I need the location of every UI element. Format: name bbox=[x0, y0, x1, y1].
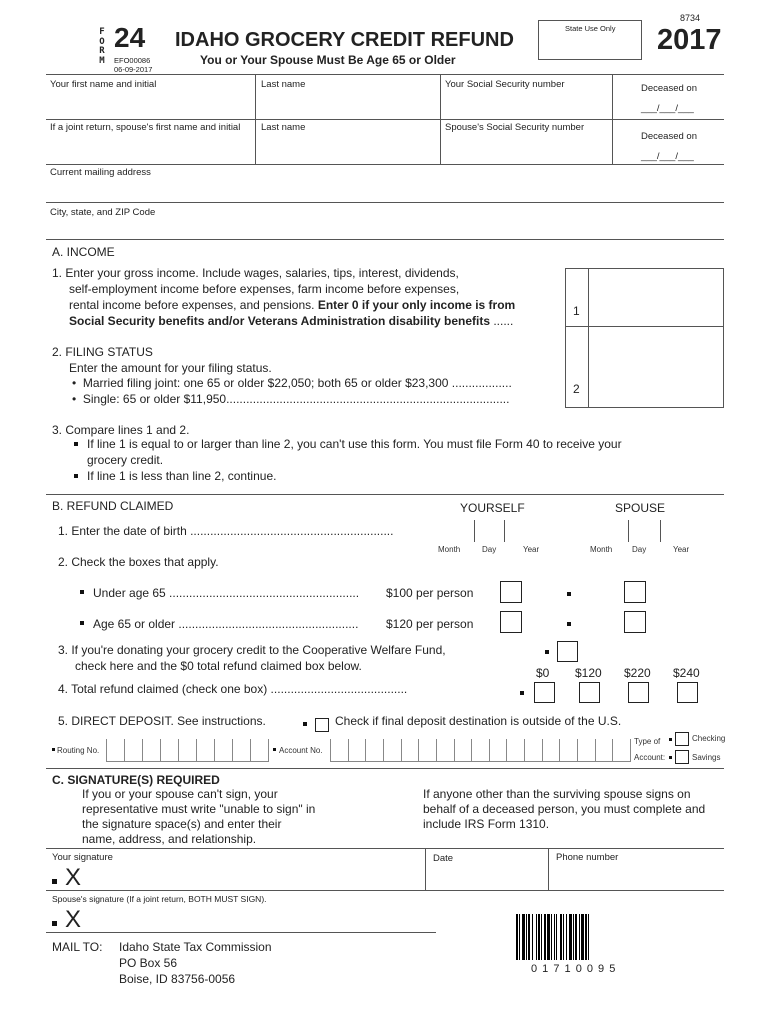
barcode-bar bbox=[516, 914, 518, 960]
digit-cell[interactable] bbox=[160, 739, 179, 761]
divider bbox=[46, 890, 724, 891]
divider bbox=[588, 268, 589, 408]
bullet bbox=[669, 738, 672, 741]
day-label: Day bbox=[632, 545, 647, 554]
yourself-label: YOURSELF bbox=[460, 501, 525, 515]
address-label: Current mailing address bbox=[50, 167, 151, 178]
mail-address-line2: PO Box 56 bbox=[119, 956, 178, 970]
barcode-bar bbox=[541, 914, 542, 960]
signature-note-right-1: If anyone other than the surviving spouse signs on bbox=[423, 787, 691, 801]
income-line1-a: 1. Enter your gross income. Include wages, salaries, tips, interest, dividends, bbox=[52, 266, 459, 280]
state-use-label: State Use Only bbox=[565, 24, 616, 33]
barcode-bar bbox=[528, 914, 530, 960]
signature-note-right-3: include IRS Form 1310. bbox=[423, 817, 550, 831]
divider bbox=[46, 202, 724, 203]
bullet bbox=[74, 442, 78, 446]
barcode-bar bbox=[547, 914, 550, 960]
spouse-first-name-label: If a joint return, spouse's first name and initial bbox=[50, 122, 241, 133]
spouse-ssn-label: Spouse's Social Security number bbox=[445, 122, 585, 133]
digit-cell[interactable] bbox=[524, 739, 543, 761]
outside-us-label: Check if final deposit destination is outside of the U.S. bbox=[335, 714, 622, 728]
digit-cell[interactable] bbox=[577, 739, 596, 761]
filing-status-married: • Married filing joint: one 65 or older $22,050; both 65 or older $23,300 .................. bbox=[72, 376, 512, 390]
compare-rule-2: If line 1 is less than line 2, continue. bbox=[87, 469, 277, 483]
bullet bbox=[567, 592, 571, 596]
signature-heading: C. SIGNATURE(S) REQUIRED bbox=[52, 773, 220, 787]
spouse-dob-input[interactable] bbox=[588, 520, 700, 542]
digit-cell[interactable] bbox=[471, 739, 490, 761]
account-type-label: Account: bbox=[634, 753, 666, 762]
spouse-last-name-label: Last name bbox=[261, 122, 306, 133]
barcode-bar bbox=[573, 914, 574, 960]
digit-cell[interactable] bbox=[418, 739, 437, 761]
signature-note-left-1: If you or your spouse can't sign, your bbox=[82, 787, 278, 801]
digit-cell[interactable] bbox=[124, 739, 143, 761]
divider bbox=[46, 768, 724, 769]
digit-cell[interactable] bbox=[106, 739, 125, 761]
yourself-under-65-checkbox[interactable] bbox=[500, 581, 522, 603]
barcode-bar bbox=[536, 914, 537, 960]
mail-to-label: MAIL TO: bbox=[52, 940, 103, 954]
total-120-checkbox[interactable] bbox=[579, 682, 600, 703]
your-signature-label: Your signature bbox=[52, 852, 113, 863]
dob-line: 1. Enter the date of birth ............................................................. bbox=[58, 524, 394, 538]
form-code: 8734 bbox=[680, 13, 701, 23]
digit-cell[interactable] bbox=[436, 739, 455, 761]
first-name-label: Your first name and initial bbox=[50, 79, 157, 90]
bullet bbox=[52, 921, 57, 926]
month-label: Month bbox=[438, 545, 461, 554]
yourself-age-65-checkbox[interactable] bbox=[500, 611, 522, 633]
checking-label: Checking bbox=[692, 734, 726, 743]
signature-x-mark: X bbox=[65, 864, 82, 891]
bullet bbox=[567, 622, 571, 626]
spouse-age-65-checkbox[interactable] bbox=[624, 611, 646, 633]
age-65-label: Age 65 or older ...................................................... bbox=[93, 617, 359, 631]
form-letter: M bbox=[99, 55, 105, 66]
form-letter: F bbox=[99, 27, 105, 37]
signature-note-right-2: behalf of a deceased person, you must complete and bbox=[423, 802, 706, 816]
bullet bbox=[520, 691, 524, 695]
bullet bbox=[52, 879, 57, 884]
phone-input[interactable] bbox=[553, 864, 721, 888]
divider bbox=[548, 848, 549, 890]
income-line1-c: rental income before expenses, and pensions. Enter 0 if your only income is from bbox=[69, 298, 516, 312]
mail-address-line3: Boise, ID 83756-0056 bbox=[119, 972, 236, 986]
month-label: Month bbox=[590, 545, 613, 554]
total-240-checkbox[interactable] bbox=[677, 682, 698, 703]
digit-cell[interactable] bbox=[196, 739, 215, 761]
bullet bbox=[273, 748, 276, 751]
spouse-signature-label: Spouse's signature (If a joint return, BOTH MUST SIGN). bbox=[52, 894, 267, 904]
bullet bbox=[669, 756, 672, 759]
filing-status-instruction: Enter the amount for your filing status. bbox=[69, 361, 272, 375]
total-0-checkbox[interactable] bbox=[534, 682, 555, 703]
barcode-bar bbox=[522, 914, 525, 960]
filing-status-heading: 2. FILING STATUS bbox=[52, 345, 153, 359]
total-refund-line: 4. Total refund claimed (check one box) ......................................... bbox=[58, 682, 408, 696]
digit-cell[interactable] bbox=[454, 739, 473, 761]
type-of-label: Type of bbox=[634, 737, 661, 746]
efo-code: EFO00086 bbox=[114, 56, 151, 65]
form-vertical-label bbox=[98, 28, 106, 66]
savings-checkbox[interactable] bbox=[675, 750, 689, 764]
line1-amount-input[interactable] bbox=[590, 270, 722, 324]
barcode-bar bbox=[544, 914, 546, 960]
day-label: Day bbox=[482, 545, 497, 554]
revision-date: 06-09-2017 bbox=[114, 65, 153, 74]
your-signature-input[interactable] bbox=[100, 864, 420, 888]
income-line1-d: Social Security benefits and/or Veterans Administration disability benefits ...... bbox=[69, 314, 514, 328]
digit-cell[interactable] bbox=[506, 739, 525, 761]
under-65-label: Under age 65 ......................................................... bbox=[93, 586, 360, 600]
digit-cell[interactable] bbox=[595, 739, 614, 761]
barcode-bar bbox=[532, 914, 533, 960]
direct-deposit-line: 5. DIRECT DEPOSIT. See instructions. bbox=[58, 714, 266, 728]
checking-checkbox[interactable] bbox=[675, 732, 689, 746]
state-use-box bbox=[538, 20, 642, 60]
form-letter: O bbox=[99, 36, 105, 47]
digit-cell[interactable] bbox=[178, 739, 197, 761]
barcode-bar bbox=[585, 914, 587, 960]
spouse-deceased-date[interactable]: ___/___/___ bbox=[641, 151, 694, 162]
spouse-under-65-checkbox[interactable] bbox=[624, 581, 646, 603]
divider bbox=[46, 932, 436, 933]
barcode-bar bbox=[588, 914, 589, 960]
divider bbox=[46, 74, 724, 75]
bullet bbox=[303, 722, 307, 726]
barcode-bar bbox=[554, 914, 555, 960]
income-line1-b: self-employment income before expenses, farm income before expenses, bbox=[69, 282, 460, 296]
line2-amount-input[interactable] bbox=[590, 328, 722, 406]
donation-checkbox[interactable] bbox=[557, 641, 578, 662]
amount-120-label: $120 bbox=[575, 666, 602, 680]
compare-heading: 3. Compare lines 1 and 2. bbox=[52, 423, 190, 437]
form-title: IDAHO GROCERY CREDIT REFUND bbox=[175, 29, 514, 51]
mail-address-line1: Idaho State Tax Commission bbox=[119, 940, 272, 954]
barcode-bar bbox=[566, 914, 567, 960]
check-boxes-line: 2. Check the boxes that apply. bbox=[58, 555, 219, 569]
spouse-deceased-label: Deceased on bbox=[641, 131, 697, 142]
compare-rule-1: If line 1 is equal to or larger than line 2, you can't use this form. You must file Form 40 to receive your bbox=[87, 437, 622, 451]
phone-label: Phone number bbox=[556, 852, 619, 863]
divider bbox=[46, 164, 724, 165]
city-label: City, state, and ZIP Code bbox=[50, 207, 156, 218]
spouse-signature-x-mark: X bbox=[65, 906, 82, 933]
donation-line-b: check here and the $0 total refund claimed box below. bbox=[75, 659, 362, 673]
spouse-label: SPOUSE bbox=[615, 501, 666, 515]
digit-cell[interactable] bbox=[401, 739, 420, 761]
divider bbox=[46, 848, 724, 849]
account-label: Account No. bbox=[279, 746, 323, 755]
divider bbox=[565, 326, 724, 327]
barcode-bar bbox=[560, 914, 562, 960]
barcode-bar bbox=[551, 914, 552, 960]
filing-status-single: • Single: 65 or older $11,950..................................................................................... bbox=[72, 392, 510, 406]
divider bbox=[425, 848, 426, 890]
total-220-checkbox[interactable] bbox=[628, 682, 649, 703]
digit-cell[interactable] bbox=[232, 739, 251, 761]
barcode-digits: 0 1 7 1 0 0 9 5 bbox=[531, 963, 617, 975]
signature-note-left-4: name, address, and relationship. bbox=[82, 832, 257, 846]
account-number-input[interactable] bbox=[330, 739, 631, 762]
spouse-signature-input[interactable] bbox=[100, 906, 420, 930]
bullet bbox=[80, 621, 84, 625]
barcode-bar bbox=[569, 914, 572, 960]
digit-cell[interactable] bbox=[330, 739, 349, 761]
barcode-bar bbox=[581, 914, 584, 960]
digit-cell[interactable] bbox=[250, 739, 269, 761]
age-65-amount: $120 per person bbox=[386, 617, 474, 631]
date-input[interactable] bbox=[430, 864, 544, 888]
bullet bbox=[52, 748, 55, 751]
deceased-label: Deceased on bbox=[641, 83, 697, 94]
bullet bbox=[545, 650, 549, 654]
signature-note-left-3: the signature space(s) and enter their bbox=[82, 817, 282, 831]
digit-cell[interactable] bbox=[365, 739, 384, 761]
divider bbox=[46, 494, 724, 495]
amount-0-label: $0 bbox=[536, 666, 550, 680]
routing-number-input[interactable] bbox=[106, 739, 269, 762]
digit-cell[interactable] bbox=[559, 739, 578, 761]
digit-cell[interactable] bbox=[542, 739, 561, 761]
refund-heading: B. REFUND CLAIMED bbox=[52, 499, 174, 513]
barcode-bar bbox=[526, 914, 527, 960]
line2-number: 2 bbox=[573, 382, 580, 396]
digit-cell[interactable] bbox=[612, 739, 631, 761]
year-label: Year bbox=[673, 545, 690, 554]
barcode bbox=[516, 914, 656, 960]
barcode-bar bbox=[538, 914, 540, 960]
amount-240-label: $240 bbox=[673, 666, 700, 680]
digit-cell[interactable] bbox=[142, 739, 161, 761]
barcode-bar bbox=[519, 914, 520, 960]
savings-label: Savings bbox=[692, 753, 721, 762]
line1-number: 1 bbox=[573, 304, 580, 318]
last-name-label: Last name bbox=[261, 79, 306, 90]
outside-us-checkbox[interactable] bbox=[315, 718, 329, 732]
year-label: Year bbox=[523, 545, 540, 554]
compare-rule-1-cont: grocery credit. bbox=[87, 453, 164, 467]
digit-cell[interactable] bbox=[214, 739, 233, 761]
date-label: Date bbox=[433, 853, 454, 864]
form-letter: R bbox=[99, 46, 105, 56]
ssn-label: Your Social Security number bbox=[445, 79, 565, 90]
digit-cell[interactable] bbox=[348, 739, 367, 761]
income-heading: A. INCOME bbox=[52, 245, 115, 259]
barcode-bar bbox=[575, 914, 577, 960]
donation-line-a: 3. If you're donating your grocery credit to the Cooperative Welfare Fund, bbox=[58, 643, 446, 657]
barcode-bar bbox=[579, 914, 580, 960]
deceased-date[interactable]: ___/___/___ bbox=[641, 103, 694, 114]
under-65-amount: $100 per person bbox=[386, 586, 474, 600]
signature-note-left-2: representative must write "unable to sign" in bbox=[82, 802, 316, 816]
divider bbox=[46, 239, 724, 240]
barcode-bar bbox=[556, 914, 557, 960]
bullet bbox=[80, 590, 84, 594]
yourself-dob-input[interactable] bbox=[435, 520, 545, 542]
amount-220-label: $220 bbox=[624, 666, 651, 680]
digit-cell[interactable] bbox=[383, 739, 402, 761]
routing-label: Routing No. bbox=[57, 746, 100, 755]
divider bbox=[46, 119, 724, 120]
digit-cell[interactable] bbox=[489, 739, 508, 761]
bullet bbox=[74, 474, 78, 478]
tax-year: 2017 bbox=[657, 24, 722, 56]
form-subtitle: You or Your Spouse Must Be Age 65 or Older bbox=[200, 53, 456, 67]
barcode-bar bbox=[563, 914, 564, 960]
form-number: 24 bbox=[114, 22, 146, 53]
